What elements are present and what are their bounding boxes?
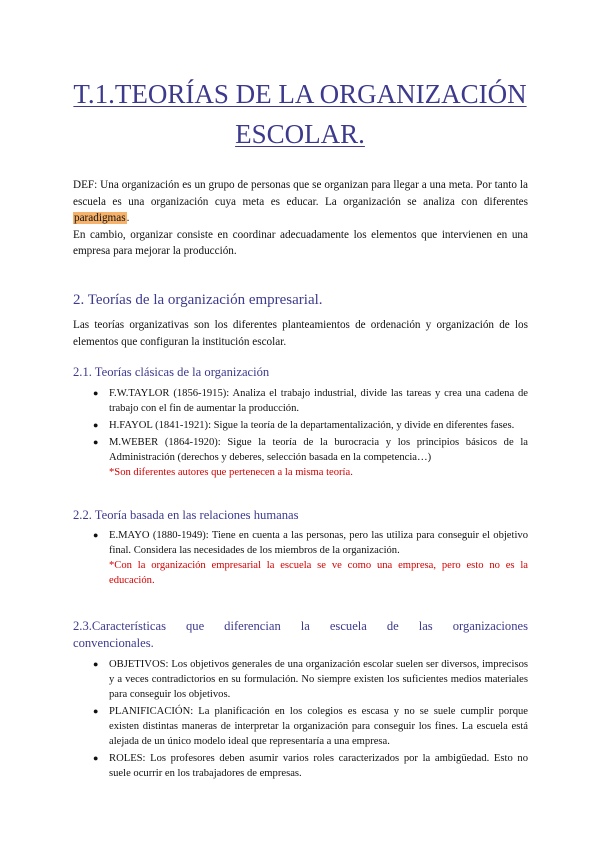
section-2-2-heading: 2.2. Teoría basada en las relaciones humanas bbox=[73, 508, 299, 522]
section-2-2-list bbox=[93, 528, 528, 590]
bullet-icon: ● bbox=[93, 706, 99, 716]
bullet-icon: ● bbox=[93, 753, 99, 763]
item-text: PLANIFICACIÓN: La planificación en los colegios es escasa y no se suele cumplir porque existen distintas maneras de interpretar la organización para conseguir los fines. La escuela está alejada de un único modelo ideal que representaría a una empresa. bbox=[109, 706, 528, 747]
section-2-1-list bbox=[93, 386, 528, 482]
definition-end: . bbox=[126, 212, 130, 224]
bullet-icon: ● bbox=[93, 659, 99, 669]
list-item bbox=[93, 386, 528, 416]
heading-line-1: 2.3.Características que diferencian la escuela de las organizaciones bbox=[73, 619, 528, 633]
section-2-text: Las teorías organizativas son los diferentes planteamientos de ordenación y organización de los elementos que configuran la institución escolar. bbox=[73, 319, 528, 348]
bullet-icon: ● bbox=[93, 420, 99, 430]
section-2-3-list bbox=[93, 657, 528, 783]
page-title: T.1.TEORÍAS DE LA ORGANIZACIÓN ESCOLAR. bbox=[73, 79, 527, 149]
section-2-heading: 2. Teorías de la organización empresarial. bbox=[73, 292, 323, 308]
item-text: M.WEBER (1864-1920): Sigue la teoría de la burocracia y los principios básicos de la Administración (derechos y deberes, selección basada en la competencia…) bbox=[109, 437, 528, 463]
item-text: F.W.TAYLOR (1856-1915): Analiza el trabajo industrial, divide las tareas y crea una cadena de trabajo con el fin de aumentar la producción. bbox=[109, 388, 528, 414]
item-text: ROLES: Los profesores deben asumir varios roles caracterizados por la ambigüedad. Esto no suele ocurrir en los trabajadores de empresas. bbox=[109, 753, 528, 779]
item-text: OBJETIVOS: Los objetivos generales de una organización escolar suelen ser diversos, imprecisos y a veces contradictorios en su formulación. No siempre existen los suficientes medios materiales para conseguir los objetivos. bbox=[109, 659, 528, 700]
item-text: H.FAYOL (1841-1921): Sigue la teoría de la departamentalización, y divide en diferentes fases. bbox=[109, 420, 515, 431]
bullet-icon: ● bbox=[93, 388, 99, 398]
list-item bbox=[93, 751, 528, 781]
item-text: E.MAYO (1880-1949): Tiene en cuenta a las personas, pero las utiliza para conseguir el objetivo final. Considera las necesidades de los miembros de la organización. bbox=[109, 530, 528, 556]
list-item bbox=[93, 435, 528, 480]
section-2-3-heading bbox=[73, 618, 528, 652]
red-note: *Son diferentes autores que pertenecen a la misma teoría. bbox=[109, 467, 353, 478]
red-note: *Con la organización empresarial la escuela se ve como una empresa, pero esto no es la educación. bbox=[109, 560, 528, 586]
list-item bbox=[93, 704, 528, 749]
list-item bbox=[93, 528, 528, 588]
definition-text: DEF: Una organización es un grupo de personas que se organizan para llegar a una meta. Por tanto la escuela es una organización cuya meta es educar. La organización se analiza con diferentes bbox=[73, 179, 528, 208]
bullet-icon: ● bbox=[93, 437, 99, 447]
intro-paragraph bbox=[73, 177, 528, 260]
bullet-icon: ● bbox=[93, 530, 99, 540]
list-item bbox=[93, 657, 528, 702]
highlighted-term: paradigmas bbox=[74, 212, 126, 224]
heading-line-2: convencionales. bbox=[73, 636, 154, 650]
list-item bbox=[93, 418, 528, 433]
organize-text: En cambio, organizar consiste en coordinar adecuadamente los elementos que intervienen en una empresa para mejorar la producción. bbox=[73, 228, 528, 257]
section-2-1-heading: 2.1. Teorías clásicas de la organización bbox=[73, 365, 270, 379]
